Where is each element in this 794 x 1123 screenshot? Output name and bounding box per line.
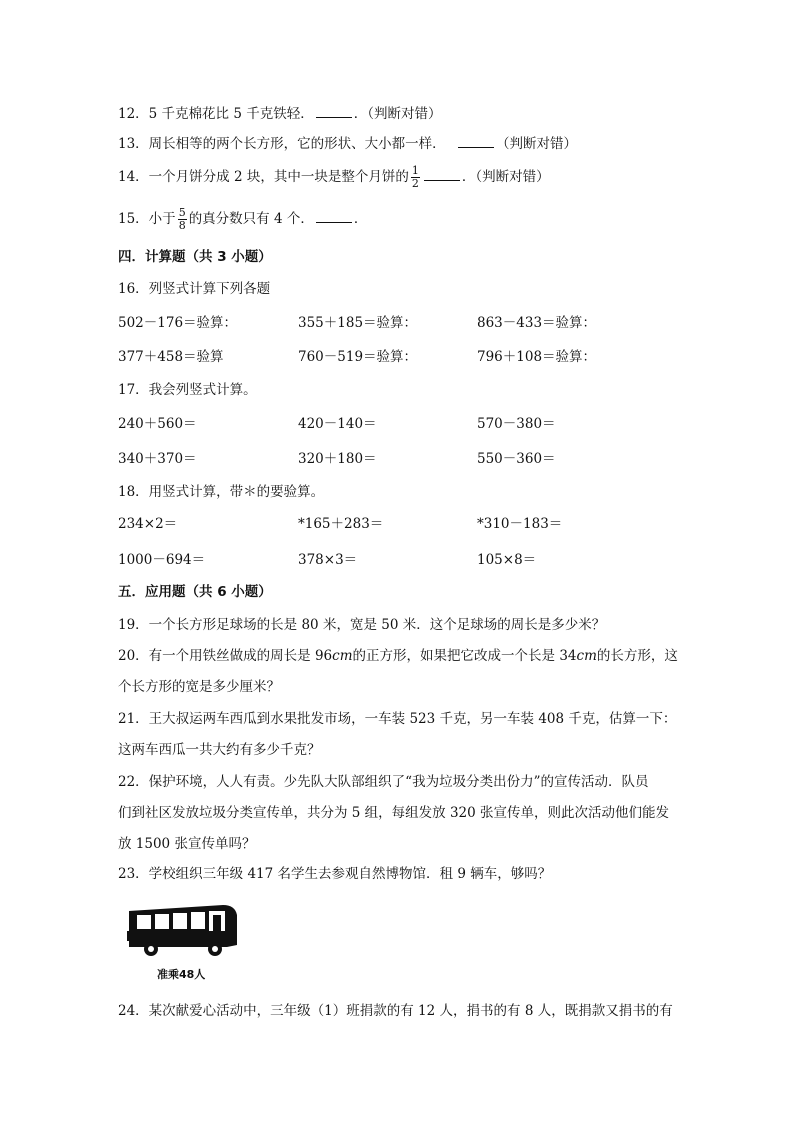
question-14 — [118, 163, 550, 191]
question-text: 12．5 千克棉花比 5 千克铁轻． — [118, 106, 314, 122]
calc-item: 378×3＝ — [298, 552, 358, 568]
fraction-numerator: 5 — [178, 206, 186, 219]
calc-item: 570－380＝ — [477, 416, 556, 432]
calc-row — [118, 550, 718, 570]
answer-blank — [424, 166, 460, 181]
question-suffix: ．（判断对错） — [353, 106, 442, 122]
question-22-line-2: 们到社区发放垃圾分类宣传单，共分为 5 组，每组发放 320 张宣传单，则此次活动他们能发 — [118, 805, 670, 821]
calc-item: 760－519＝验算： — [298, 349, 418, 365]
calc-item: 550－360＝ — [477, 451, 556, 467]
question-text: 的长方形，这 — [596, 648, 678, 664]
fraction — [178, 207, 187, 232]
calc-item: 105×8＝ — [477, 552, 537, 568]
question-20-line-1 — [118, 646, 678, 666]
question-21-line-1: 21．王大叔运两车西瓜到水果批发市场，一车装 523 千克，另一车装 408 千克，估算一下： — [118, 711, 677, 727]
question-19: 19．一个长方形足球场的长是 80 米，宽是 50 米．这个足球场的周长是多少米？ — [118, 617, 606, 633]
calc-row — [118, 313, 718, 333]
calc-item: *165＋283＝ — [298, 516, 384, 532]
section-heading-5: 五．应用题（共 6 小题） — [118, 584, 272, 600]
fraction — [411, 165, 420, 190]
question-text: 13．周长相等的两个长方形，它的形状、大小都一样． — [118, 136, 446, 152]
question-12 — [118, 103, 441, 124]
question-text: 15．小于 — [118, 211, 176, 227]
fraction-denominator: 8 — [178, 219, 186, 232]
bus-caption: 准乘48人 — [157, 968, 206, 981]
calc-row — [118, 449, 718, 469]
question-suffix: ． — [353, 211, 368, 227]
section-heading-4: 四．计算题（共 3 小题） — [118, 249, 272, 265]
calc-item: 863－433＝验算： — [477, 315, 597, 331]
calc-item: 320＋180＝ — [298, 451, 377, 467]
answer-blank — [316, 103, 352, 118]
fraction-numerator: 1 — [411, 164, 419, 177]
question-suffix: ．（判断对错） — [461, 169, 550, 185]
question-24: 24．某次献爱心活动中，三年级（1）班捐款的有 12 人，捐书的有 8 人，既捐款又捐书的有 — [118, 1003, 673, 1019]
calc-item: 377＋458＝验算 — [118, 349, 224, 365]
question-text: 14．一个月饼分成 2 块，其中一块是整个月饼的 — [118, 169, 409, 185]
question-15 — [118, 205, 367, 233]
calc-item: 1000－694＝ — [118, 552, 206, 568]
answer-blank — [316, 208, 352, 223]
question-20-line-2: 个长方形的宽是多少厘米？ — [118, 679, 280, 695]
calc-item: *310－183＝ — [477, 516, 563, 532]
bus-icon — [123, 901, 241, 957]
calc-item: 234×2＝ — [118, 516, 178, 532]
calc-item: 340＋370＝ — [118, 451, 197, 467]
calc-item: 420－140＝ — [298, 416, 377, 432]
question-17-title: 17．我会列竖式计算。 — [118, 382, 257, 398]
question-16-title: 16．列竖式计算下列各题 — [118, 281, 271, 297]
calc-row — [118, 347, 718, 367]
calc-item: 796＋108＝验算： — [477, 349, 597, 365]
question-13 — [118, 133, 577, 154]
question-23: 23．学校组织三年级 417 名学生去参观自然博物馆．租 9 辆车，够吗？ — [118, 866, 552, 882]
question-text: 的正方形，如果把它改成一个长是 34 — [352, 648, 577, 664]
question-21-line-2: 这两车西瓜一共大约有多少千克？ — [118, 742, 321, 758]
unit-text: cm — [576, 648, 597, 664]
question-suffix: （判断对错） — [495, 136, 577, 152]
unit-text: cm — [332, 648, 353, 664]
question-text-cont: 的真分数只有 4 个． — [188, 211, 314, 227]
calc-item: 355＋185＝验算： — [298, 315, 418, 331]
question-22-line-1: 22．保护环境，人人有责。少先队大队部组织了“我为垃圾分类出份力”的宣传活动．队员 — [118, 774, 649, 790]
calc-item: 502－176＝验算： — [118, 315, 238, 331]
calc-row — [118, 414, 718, 434]
answer-blank — [458, 133, 494, 148]
question-18-title: 18．用竖式计算，带＊的要验算。 — [118, 484, 325, 500]
question-22-line-3: 放 1500 张宣传单吗？ — [118, 836, 256, 852]
calc-row — [118, 514, 718, 534]
calc-item: 240＋560＝ — [118, 416, 197, 432]
fraction-denominator: 2 — [411, 177, 419, 190]
question-text: 20．有一个用铁丝做成的周长是 96 — [118, 648, 333, 664]
